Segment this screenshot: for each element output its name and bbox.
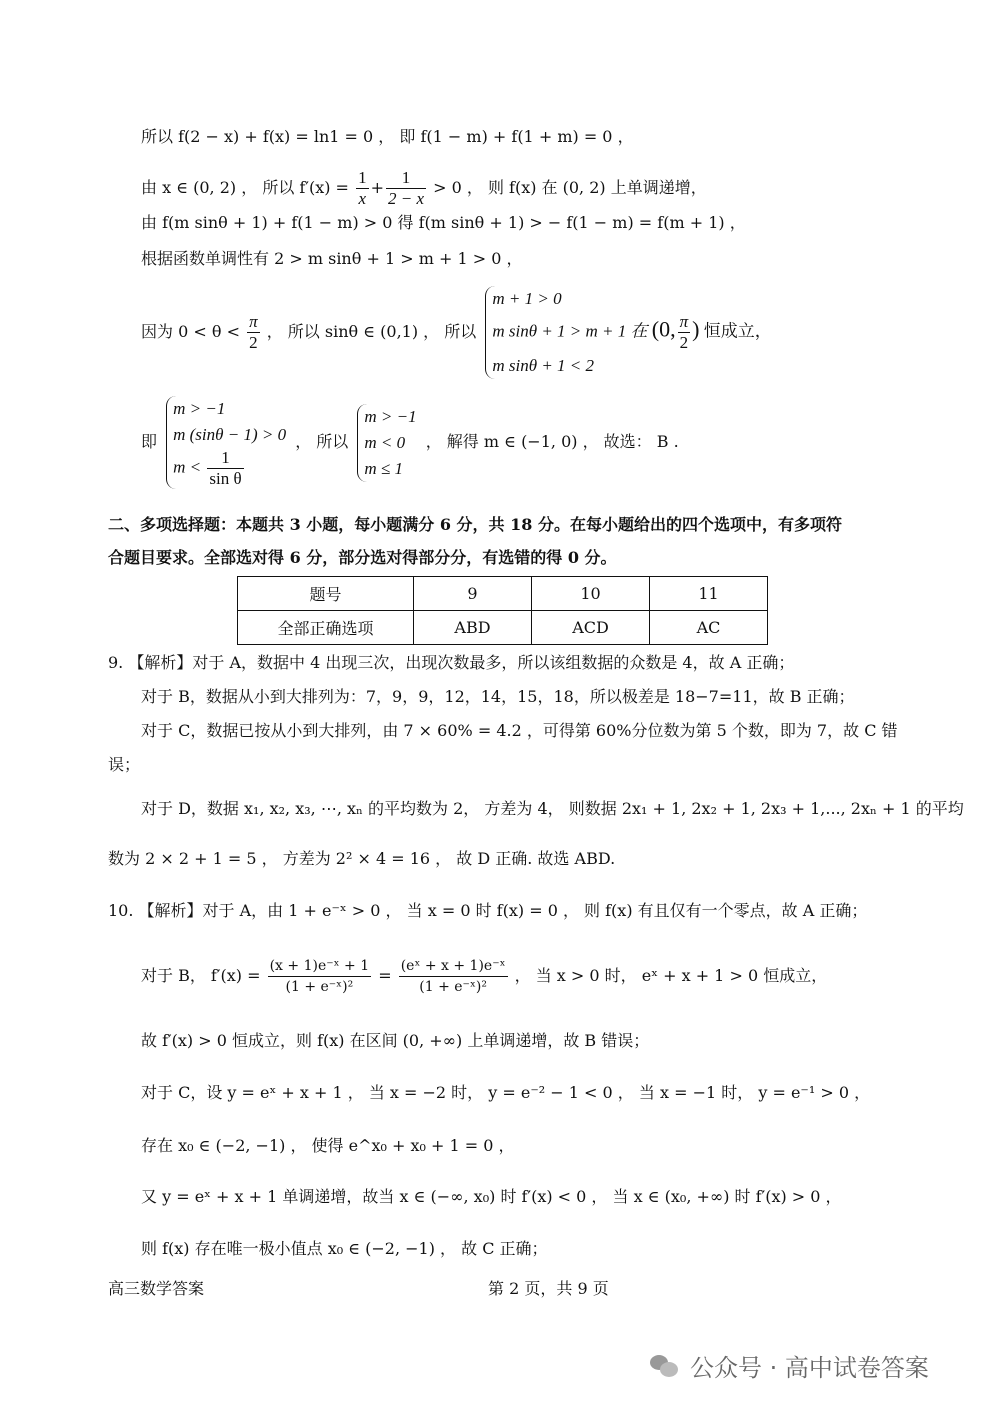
line-2-lead: 由 x ∈ (0, 2) ， 所以 f′(x) =	[141, 178, 349, 197]
line-5-mid: ， 所以 sinθ ∈ (0,1) ， 所以	[266, 322, 477, 341]
q9-d2: 数为 2 × 2 + 1 = 5 ， 方差为 2² × 4 = 16 ， 故 D 正确. 故选 ABD.	[108, 849, 616, 868]
line-6-mid: ， 所以	[295, 432, 349, 451]
table-cell: ABD	[414, 611, 532, 645]
line-6-lead: 即	[141, 432, 158, 451]
q10-b-tail: ， 当 x > 0 时， eˣ + x + 1 > 0 恒成立，	[514, 966, 828, 985]
line-2-tail: > 0 ， 则 f(x) 在 (0, 2) 上单调递增，	[433, 178, 707, 197]
q9-a: 9. 【解析】对于 A，数据中 4 出现三次，出现次数最多，所以该组数据的众数是 4，故 A 正确；	[108, 653, 795, 672]
table-row	[238, 611, 768, 645]
system-3: m > −1 m < 0 m ≤ 1	[357, 404, 416, 482]
table-cell: 全部正确选项	[238, 611, 414, 645]
line-2: 由 x ∈ (0, 2) ， 所以 f′(x) = $\frac{1}{x}$ + $\frac{1}{2 - x}$ > 0 ， 则 f(x) 在 (0, 2) 上单调递增，	[141, 168, 707, 208]
line-5	[141, 286, 776, 379]
q10-c1: 对于 C，设 y = eˣ + x + 1 ， 当 x = −2 时， y = e⁻² − 1 < 0 ， 当 x = −1 时， y = e⁻¹ > 0 ，	[141, 1083, 871, 1102]
line-1-text: 所以 f(2 − x) + f(x) = ln1 = 0 ， 即 f(1 − m) + f(1 + m) = 0 ，	[141, 127, 634, 146]
table-cell: 9	[414, 577, 532, 611]
answer-table	[237, 576, 768, 645]
q10-b-equals: =	[378, 966, 392, 985]
wechat-icon	[650, 1353, 680, 1379]
section-2-heading-line-2: 合题目要求。全部选对得 6 分，部分选对得部分分，有选错的得 0 分。	[108, 548, 617, 567]
frac-1-over-2-minus-x: $\frac{1}{2 - x}$	[387, 168, 424, 208]
q9-b: 对于 B，数据从小到大排列为：7，9，9，12，14，15，18，所以极差是 18−7=11，故 B 正确；	[141, 687, 855, 706]
system-2: m > −1 m (sinθ − 1) > 0 m < $\frac{1}{\text{sin θ}}$	[166, 396, 286, 489]
q9-c1: 对于 C，数据已按从小到大排列，由 7 × 60% = 4.2 ，可得第 60%分位数为第 5 个数，即为 7，故 C 错	[141, 721, 898, 740]
section-2-heading-line-1: 二、多项选择题：本题共 3 小题，每小题满分 6 分，共 18 分。在每小题给出的四个选项中，有多项符	[108, 515, 842, 534]
frac-1-over-sin-theta: $\frac{1}{\text{sin θ}}$	[209, 448, 242, 488]
line-6	[141, 396, 679, 489]
q10-b-lead: 对于 B， f′(x) =	[141, 966, 261, 985]
frac-pi-over-2: $\frac{\pi}{2}$	[249, 312, 258, 352]
table-header-row	[238, 577, 768, 611]
q10-b2: 故 f′(x) > 0 恒成立，则 f(x) 在区间 (0, +∞) 上单调递增，故 B 错误；	[141, 1031, 650, 1050]
table-cell: 11	[650, 577, 768, 611]
watermark	[650, 1348, 929, 1383]
q10-c2: 存在 x₀ ∈ (−2, −1) ， 使得 e^x₀ + x₀ + 1 = 0 ，	[141, 1136, 515, 1155]
line-4	[141, 248, 522, 270]
q9-c2: 误；	[108, 755, 141, 774]
footer-page-number: 第 2 页，共 9 页	[488, 1279, 609, 1298]
table-cell: ACD	[532, 611, 650, 645]
q10-b	[141, 956, 827, 997]
frac-derivative-1: $\frac{\text{(x + 1)e⁻ˣ + 1}}{\text{(1 + e⁻ˣ)²}}$	[269, 958, 370, 995]
q10-c4: 则 f(x) 存在唯一极小值点 x₀ ∈ (−2, −1) ， 故 C 正确；	[141, 1239, 548, 1258]
line-1	[141, 126, 634, 148]
line-3	[141, 212, 746, 234]
line-6-tail: ， 解得 m ∈ (−1, 0) ， 故选： B .	[425, 432, 679, 451]
q10-a: 10. 【解析】对于 A，由 1 + e⁻ˣ > 0 ， 当 x = 0 时 f(x) = 0 ， 则 f(x) 有且仅有一个零点，故 A 正确；	[108, 901, 868, 920]
frac-pi-over-2-b: $\frac{\pi}{2}$	[679, 312, 689, 352]
line-5-lead: 因为 0 < θ <	[141, 322, 240, 341]
table-cell: 题号	[238, 577, 414, 611]
q10-c3: 又 y = eˣ + x + 1 单调递增，故当 x ∈ (−∞, x₀) 时 f′(x) < 0 ， 当 x ∈ (x₀, +∞) 时 f′(x) > 0 ，	[141, 1187, 842, 1206]
q9-d1: 对于 D，数据 x₁, x₂, x₃, ⋯, xₙ 的平均数为 2， 方差为 4， 则数据 2x₁ + 1, 2x₂ + 1, 2x₃ + 1,..., 2xₙ + 1 的平均	[141, 799, 964, 818]
watermark-text: 公众号 · 高中试卷答案	[690, 1354, 929, 1382]
system-1: m + 1 > 0 m sinθ + 1 > m + 1 在 (0, $\frac{\pi}{2}$ ) 恒成立， m sinθ + 1 < 2	[485, 286, 771, 379]
frac-1-over-x: $\frac{1}{x}$	[358, 168, 367, 208]
line-3-text: 由 f(m sinθ + 1) + f(1 − m) > 0 得 f(m sinθ + 1) > − f(1 − m) = f(m + 1) ，	[141, 213, 746, 232]
table-cell: 10	[532, 577, 650, 611]
frac-derivative-2: $\frac{\text{(eˣ + x + 1)e⁻ˣ}}{\text{(1 + e⁻ˣ)²}}$	[400, 958, 506, 995]
line-4-text: 根据函数单调性有 2 > m sinθ + 1 > m + 1 > 0 ，	[141, 249, 523, 268]
footer-left: 高三数学答案	[108, 1279, 205, 1298]
table-cell: AC	[650, 611, 768, 645]
